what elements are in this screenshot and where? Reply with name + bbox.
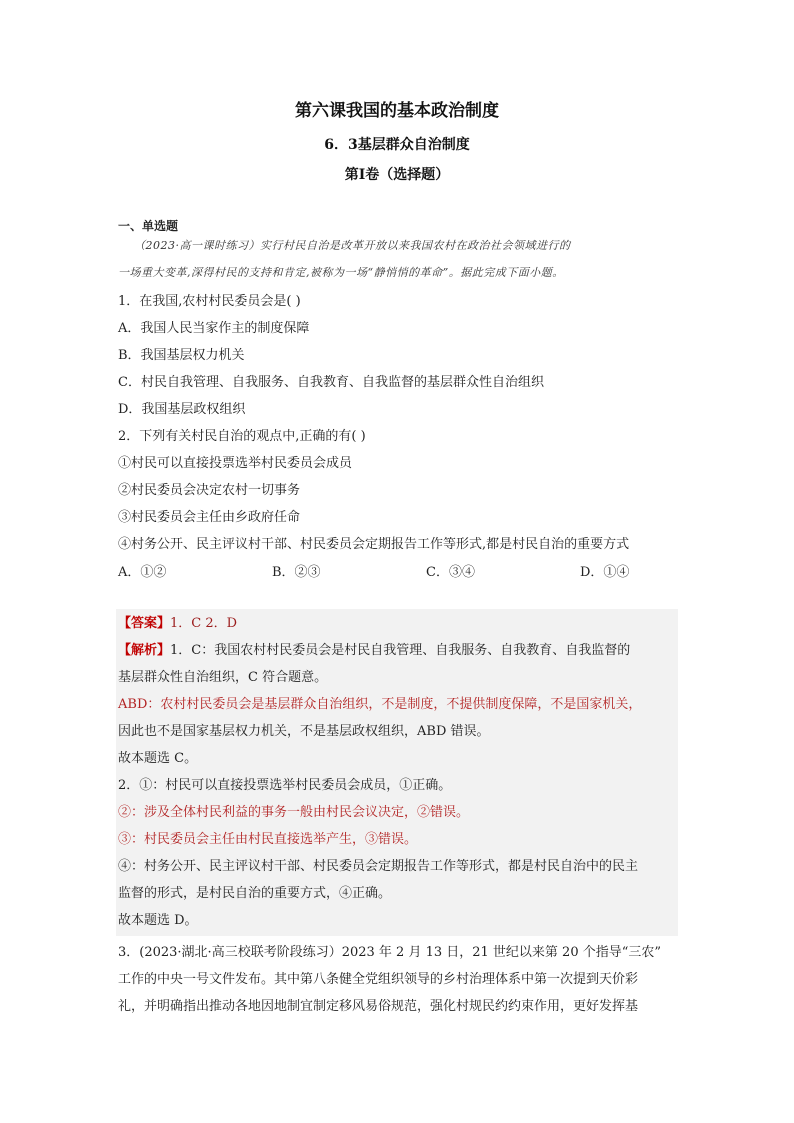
analysis-line-1: [118, 639, 630, 658]
analysis-line-9: ④：村务公开、民主评议村干部、村民委员会定期报告工作等形式，都是村民自治中的民主: [118, 859, 639, 874]
analysis-line-3: ABD：农村村民委员会是基层群众自治组织，不是制度，不提供制度保障，不是国家机关，: [118, 697, 642, 712]
analysis-line-2: 基层群众性自治组织，C 符合题意。: [118, 670, 328, 685]
question-3-line-2: 工作的中央一号文件发布。其中第八条健全党组织领导的乡村治理体系中第一次提到天价彩: [118, 972, 639, 987]
question-2-item-1: ①村民可以直接投票选举村民委员会成员: [118, 456, 353, 471]
volume-title: 第Ⅰ卷（选择题）: [344, 167, 450, 183]
answer-text: 1．C 2．D: [170, 616, 238, 631]
intro-line-2: 一场重大变革,深得村民的支持和肯定,被称为一场“静悄悄的革命”。据此完成下面小题。: [118, 266, 564, 279]
question-type-heading: 一、单选题: [118, 219, 179, 233]
question-2-option-b: B．②③: [272, 565, 321, 580]
question-1-option-b: B．我国基层权力机关: [118, 348, 245, 363]
section-title: 6．3基层群众自治制度: [324, 137, 470, 153]
question-1-stem: 1．在我国,农村村民委员会是( ): [118, 294, 301, 309]
answer-line: [118, 612, 237, 631]
analysis-line-11: 故本题选 D。: [118, 913, 198, 928]
question-2-option-c: C．③④: [426, 565, 475, 580]
question-1-option-d: D．我国基层政权组织: [118, 402, 246, 417]
question-1-option-c: C．村民自我管理、自我服务、自我教育、自我监督的基层群众性自治组织: [118, 375, 544, 390]
question-3-line-3: 礼，并明确指出推动各地因地制宜制定移风易俗规范，强化村规民约约束作用，更好发挥基: [118, 999, 639, 1014]
lesson-title: 第六课我国的基本政治制度: [295, 101, 499, 121]
analysis-line-4: 因此也不是国家基层权力机关，不是基层政权组织，ABD 错误。: [118, 724, 490, 739]
intro-line-1: （2023·高一课时练习）实行村民自治是改革开放以来我国农村在政治社会领域进行的: [134, 239, 571, 252]
question-2-option-d: D．①④: [580, 565, 630, 580]
analysis-text-1: 1．C：我国农村村民委员会是村民自我管理、自我服务、自我教育、自我监督的: [170, 643, 631, 658]
analysis-line-7: ②：涉及全体村民利益的事务一般由村民会议决定，②错误。: [118, 805, 470, 820]
analysis-line-8: ③：村民委员会主任由村民直接选举产生，③错误。: [118, 832, 418, 847]
answer-label: 【答案】: [118, 616, 171, 631]
analysis-line-10: 监督的形式，是村民自治的重要方式，④正确。: [118, 886, 392, 901]
question-3-line-1: 3．(2023·湖北·高三校联考阶段练习）2023 年 2 月 13 日，21 世纪以来第 20 个指导“三农”: [118, 945, 662, 960]
question-1-option-a: A．我国人民当家作主的制度保障: [118, 321, 310, 336]
question-2-option-a: A．①②: [118, 565, 167, 580]
analysis-line-5: 故本题选 C。: [118, 751, 198, 766]
question-2-item-2: ②村民委员会决定农村一切事务: [118, 483, 301, 498]
analysis-line-6: 2．①：村民可以直接投票选举村民委员会成员，①正确。: [118, 778, 452, 793]
analysis-label: 【解析】: [118, 643, 171, 658]
question-2-stem: 2．下列有关村民自治的观点中,正确的有( ): [118, 429, 366, 444]
question-2-item-4: ④村务公开、民主评议村干部、村民委员会定期报告工作等形式,都是村民自治的重要方式: [118, 537, 630, 552]
question-2-item-3: ③村民委员会主任由乡政府任命: [118, 510, 301, 525]
